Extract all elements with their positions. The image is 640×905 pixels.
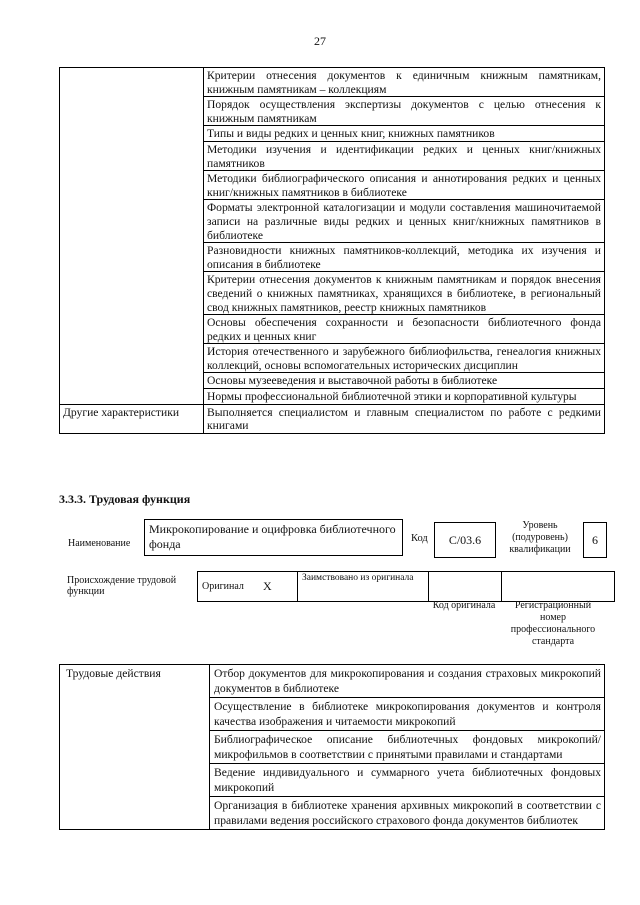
knowledge-item: Основы музееведения и выставочной работы в библиотеке xyxy=(204,373,605,389)
knowledge-item: Нормы профессиональной библиотечной этики и корпоративной культуры xyxy=(204,389,605,405)
other-characteristics-label: Другие характеристики xyxy=(60,404,204,433)
registration-number-caption: Регистрационный номер профессионального стандарта xyxy=(510,600,596,647)
knowledge-item: Критерии отнесения документов к единичным книжным памятникам, книжным памятникам – коллекциям xyxy=(204,68,605,97)
knowledge-item: Форматы электронной каталогизации и модули составления машиночитаемой записи на различные виды редких и ценных книг/книжных памятников в библиотеке xyxy=(204,200,605,243)
origin-code-cell xyxy=(429,572,502,602)
origin-code-caption: Код оригинала xyxy=(432,600,496,611)
knowledge-item: История отечественного и зарубежного библиофильства, генеалогия книжных коллекций, основы вспомогательных исторических дисциплин xyxy=(204,344,605,373)
labour-action-item: Осуществление в библиотеке микрокопирования документов и контроля качества изображения и читаемости микрокопий xyxy=(210,698,605,731)
borrowed-label: Заимствовано из оригинала xyxy=(298,572,429,602)
function-code-label: Код xyxy=(411,533,428,544)
labour-actions-table xyxy=(59,664,605,830)
knowledge-row xyxy=(60,68,605,97)
origin-table xyxy=(197,571,615,602)
knowledge-label-cell xyxy=(60,68,204,405)
labour-action-item: Библиографическое описание библиотечных фондовых микрокопий/микрофильмов в соответствии с принятыми правилами и стандартами xyxy=(210,731,605,764)
original-mark: X xyxy=(259,572,298,602)
knowledge-item: Типы и виды редких и ценных книг, книжных памятников xyxy=(204,126,605,142)
function-code-value: C/03.6 xyxy=(434,522,496,558)
knowledge-item: Порядок осуществления экспертизы документов с целью отнесения к книжным памятникам xyxy=(204,97,605,126)
function-name-value: Микрокопирование и оцифровка библиотечного фонда xyxy=(144,519,403,556)
knowledge-item: Методики библиографического описания и аннотирования редких и ценных книг/книжных памятников в библиотеке xyxy=(204,171,605,200)
qualification-level-label: Уровень (подуровень) квалификации xyxy=(509,520,571,555)
labour-action-row xyxy=(60,665,605,698)
section-title: 3.3.3. Трудовая функция xyxy=(59,492,191,506)
qualification-level-value: 6 xyxy=(583,522,607,558)
labour-action-item: Ведение индивидуального и суммарного учета библиотечных фондовых микрокопий xyxy=(210,764,605,797)
knowledge-item: Критерии отнесения документов к книжным памятникам и порядок внесения сведений о книжных памятниках, хранящихся в библиотеке, в региональный свод книжных памятников, реестр книжных памятников xyxy=(204,272,605,315)
knowledge-item: Разновидности книжных памятников-коллекций, методика их изучения и описания в библиотеке xyxy=(204,243,605,272)
function-name-label: Наименование xyxy=(68,538,131,549)
labour-action-item: Организация в библиотеке хранения архивных микрокопий в соответствии с правилами ведения российского страхового фонда документов библиотек xyxy=(210,797,605,830)
knowledge-item: Методики изучения и идентификации редких и ценных книг/книжных памятников xyxy=(204,141,605,170)
knowledge-table xyxy=(59,67,605,434)
function-origin-label: Происхождение трудовой функции xyxy=(67,575,177,597)
knowledge-item: Основы обеспечения сохранности и безопасности библиотечного фонда редких и ценных книг xyxy=(204,315,605,344)
original-label: Оригинал xyxy=(198,572,260,602)
labour-actions-label: Трудовые действия xyxy=(60,665,210,830)
labour-action-item: Отбор документов для микрокопирования и создания страховых микрокопий документов в библиотеке xyxy=(210,665,605,698)
other-characteristics-value: Выполняется специалистом и главным специалистом по работе с редкими книгами xyxy=(204,404,605,433)
other-characteristics-row xyxy=(60,404,605,433)
page-number: 27 xyxy=(314,34,326,48)
registration-number-cell xyxy=(502,572,615,602)
